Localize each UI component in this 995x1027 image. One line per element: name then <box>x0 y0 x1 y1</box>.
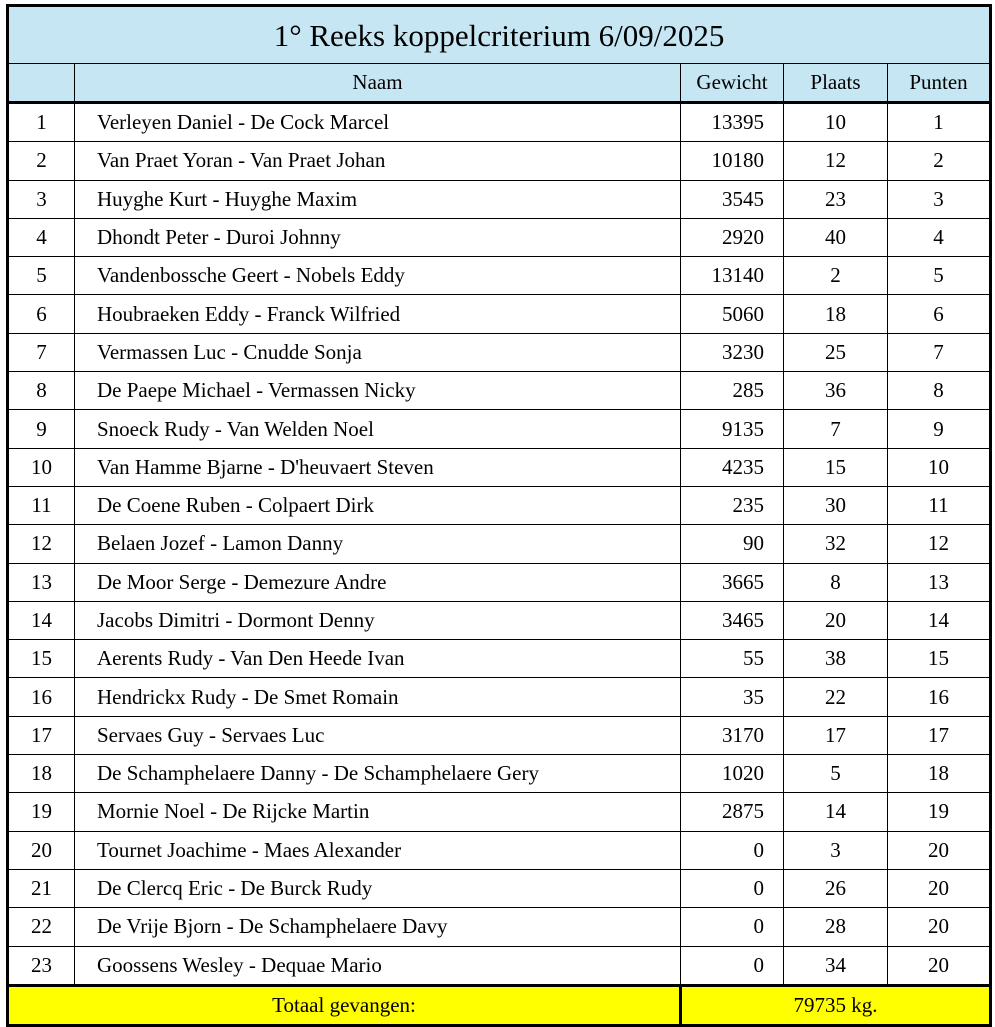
row-naam: Aerents Rudy - Van Den Heede Ivan <box>75 640 681 678</box>
row-number: 6 <box>8 295 75 333</box>
row-plaats: 36 <box>784 372 888 410</box>
row-punten: 15 <box>888 640 991 678</box>
row-punten: 6 <box>888 295 991 333</box>
row-number: 1 <box>8 103 75 142</box>
row-punten: 10 <box>888 448 991 486</box>
row-gewicht: 2875 <box>681 793 784 831</box>
row-punten: 1 <box>888 103 991 142</box>
row-plaats: 3 <box>784 831 888 869</box>
row-gewicht: 10180 <box>681 142 784 180</box>
row-naam: Houbraeken Eddy - Franck Wilfried <box>75 295 681 333</box>
table-row <box>8 486 991 524</box>
row-naam: Dhondt Peter - Duroi Johnny <box>75 218 681 256</box>
table-row <box>8 333 991 371</box>
row-naam: Belaen Jozef - Lamon Danny <box>75 525 681 563</box>
header-naam: Naam <box>75 64 681 103</box>
row-naam: Snoeck Rudy - Van Welden Noel <box>75 410 681 448</box>
table-row <box>8 372 991 410</box>
row-number: 8 <box>8 372 75 410</box>
row-naam: Huyghe Kurt - Huyghe Maxim <box>75 180 681 218</box>
row-gewicht: 5060 <box>681 295 784 333</box>
table-row <box>8 448 991 486</box>
row-naam: De Clercq Eric - De Burck Rudy <box>75 869 681 907</box>
row-number: 5 <box>8 257 75 295</box>
row-gewicht: 285 <box>681 372 784 410</box>
table-row <box>8 525 991 563</box>
table-row <box>8 103 991 142</box>
row-gewicht: 13395 <box>681 103 784 142</box>
row-punten: 19 <box>888 793 991 831</box>
row-plaats: 25 <box>784 333 888 371</box>
row-plaats: 2 <box>784 257 888 295</box>
row-number: 15 <box>8 640 75 678</box>
row-number: 4 <box>8 218 75 256</box>
row-punten: 9 <box>888 410 991 448</box>
row-naam: De Coene Ruben - Colpaert Dirk <box>75 486 681 524</box>
row-plaats: 8 <box>784 563 888 601</box>
table-row <box>8 946 991 985</box>
row-number: 16 <box>8 678 75 716</box>
row-number: 20 <box>8 831 75 869</box>
table-row <box>8 295 991 333</box>
row-gewicht: 55 <box>681 640 784 678</box>
row-gewicht: 3545 <box>681 180 784 218</box>
table-row <box>8 869 991 907</box>
row-punten: 18 <box>888 755 991 793</box>
row-gewicht: 235 <box>681 486 784 524</box>
row-naam: Tournet Joachime - Maes Alexander <box>75 831 681 869</box>
row-number: 18 <box>8 755 75 793</box>
table-row <box>8 410 991 448</box>
page-title: 1° Reeks koppelcriterium 6/09/2025 <box>8 6 991 64</box>
row-gewicht: 0 <box>681 946 784 985</box>
row-plaats: 32 <box>784 525 888 563</box>
row-gewicht: 0 <box>681 908 784 946</box>
table-row <box>8 257 991 295</box>
row-punten: 16 <box>888 678 991 716</box>
results-table <box>6 4 992 1027</box>
row-plaats: 15 <box>784 448 888 486</box>
row-plaats: 40 <box>784 218 888 256</box>
row-gewicht: 3665 <box>681 563 784 601</box>
row-number: 13 <box>8 563 75 601</box>
total-row <box>8 985 991 1025</box>
table-row <box>8 218 991 256</box>
table-row <box>8 908 991 946</box>
row-number: 17 <box>8 716 75 754</box>
row-plaats: 20 <box>784 601 888 639</box>
row-gewicht: 90 <box>681 525 784 563</box>
row-plaats: 28 <box>784 908 888 946</box>
row-punten: 5 <box>888 257 991 295</box>
header-row <box>8 64 991 103</box>
table-row <box>8 640 991 678</box>
row-gewicht: 3170 <box>681 716 784 754</box>
row-naam: Verleyen Daniel - De Cock Marcel <box>75 103 681 142</box>
row-plaats: 34 <box>784 946 888 985</box>
row-gewicht: 0 <box>681 831 784 869</box>
row-gewicht: 13140 <box>681 257 784 295</box>
row-plaats: 30 <box>784 486 888 524</box>
row-plaats: 12 <box>784 142 888 180</box>
row-plaats: 22 <box>784 678 888 716</box>
row-plaats: 18 <box>784 295 888 333</box>
table-row <box>8 716 991 754</box>
row-punten: 20 <box>888 946 991 985</box>
row-number: 3 <box>8 180 75 218</box>
row-plaats: 26 <box>784 869 888 907</box>
row-punten: 7 <box>888 333 991 371</box>
row-punten: 14 <box>888 601 991 639</box>
row-number: 14 <box>8 601 75 639</box>
row-naam: De Vrije Bjorn - De Schamphelaere Davy <box>75 908 681 946</box>
row-gewicht: 35 <box>681 678 784 716</box>
row-number: 23 <box>8 946 75 985</box>
row-number: 7 <box>8 333 75 371</box>
row-naam: Servaes Guy - Servaes Luc <box>75 716 681 754</box>
row-number: 19 <box>8 793 75 831</box>
row-number: 11 <box>8 486 75 524</box>
row-naam: Van Praet Yoran - Van Praet Johan <box>75 142 681 180</box>
row-plaats: 7 <box>784 410 888 448</box>
row-naam: Vermassen Luc - Cnudde Sonja <box>75 333 681 371</box>
row-gewicht: 4235 <box>681 448 784 486</box>
row-number: 12 <box>8 525 75 563</box>
row-plaats: 5 <box>784 755 888 793</box>
table-row <box>8 563 991 601</box>
row-punten: 3 <box>888 180 991 218</box>
row-gewicht: 9135 <box>681 410 784 448</box>
row-plaats: 10 <box>784 103 888 142</box>
row-punten: 8 <box>888 372 991 410</box>
row-punten: 13 <box>888 563 991 601</box>
row-naam: De Schamphelaere Danny - De Schamphelaere Gery <box>75 755 681 793</box>
row-plaats: 23 <box>784 180 888 218</box>
row-naam: De Moor Serge - Demezure Andre <box>75 563 681 601</box>
row-plaats: 14 <box>784 793 888 831</box>
row-naam: Mornie Noel - De Rijcke Martin <box>75 793 681 831</box>
table-row <box>8 180 991 218</box>
row-naam: De Paepe Michael - Vermassen Nicky <box>75 372 681 410</box>
row-punten: 17 <box>888 716 991 754</box>
row-plaats: 17 <box>784 716 888 754</box>
table-row <box>8 601 991 639</box>
row-gewicht: 2920 <box>681 218 784 256</box>
table-row <box>8 142 991 180</box>
row-naam: Goossens Wesley - Dequae Mario <box>75 946 681 985</box>
row-punten: 11 <box>888 486 991 524</box>
row-gewicht: 0 <box>681 869 784 907</box>
row-punten: 20 <box>888 831 991 869</box>
title-row <box>8 6 991 64</box>
total-label: Totaal gevangen: <box>8 985 681 1025</box>
row-punten: 12 <box>888 525 991 563</box>
table-row <box>8 831 991 869</box>
row-number: 2 <box>8 142 75 180</box>
row-gewicht: 1020 <box>681 755 784 793</box>
row-naam: Jacobs Dimitri - Dormont Denny <box>75 601 681 639</box>
header-index <box>8 64 75 103</box>
row-naam: Vandenbossche Geert - Nobels Eddy <box>75 257 681 295</box>
row-number: 9 <box>8 410 75 448</box>
row-punten: 20 <box>888 869 991 907</box>
header-gewicht: Gewicht <box>681 64 784 103</box>
row-punten: 2 <box>888 142 991 180</box>
header-plaats: Plaats <box>784 64 888 103</box>
table-row <box>8 793 991 831</box>
row-punten: 20 <box>888 908 991 946</box>
total-value: 79735 kg. <box>681 985 991 1025</box>
row-gewicht: 3230 <box>681 333 784 371</box>
table-row <box>8 678 991 716</box>
row-number: 10 <box>8 448 75 486</box>
table-row <box>8 755 991 793</box>
row-plaats: 38 <box>784 640 888 678</box>
row-gewicht: 3465 <box>681 601 784 639</box>
header-punten: Punten <box>888 64 991 103</box>
row-number: 21 <box>8 869 75 907</box>
row-punten: 4 <box>888 218 991 256</box>
row-number: 22 <box>8 908 75 946</box>
row-naam: Hendrickx Rudy - De Smet Romain <box>75 678 681 716</box>
row-naam: Van Hamme Bjarne - D'heuvaert Steven <box>75 448 681 486</box>
